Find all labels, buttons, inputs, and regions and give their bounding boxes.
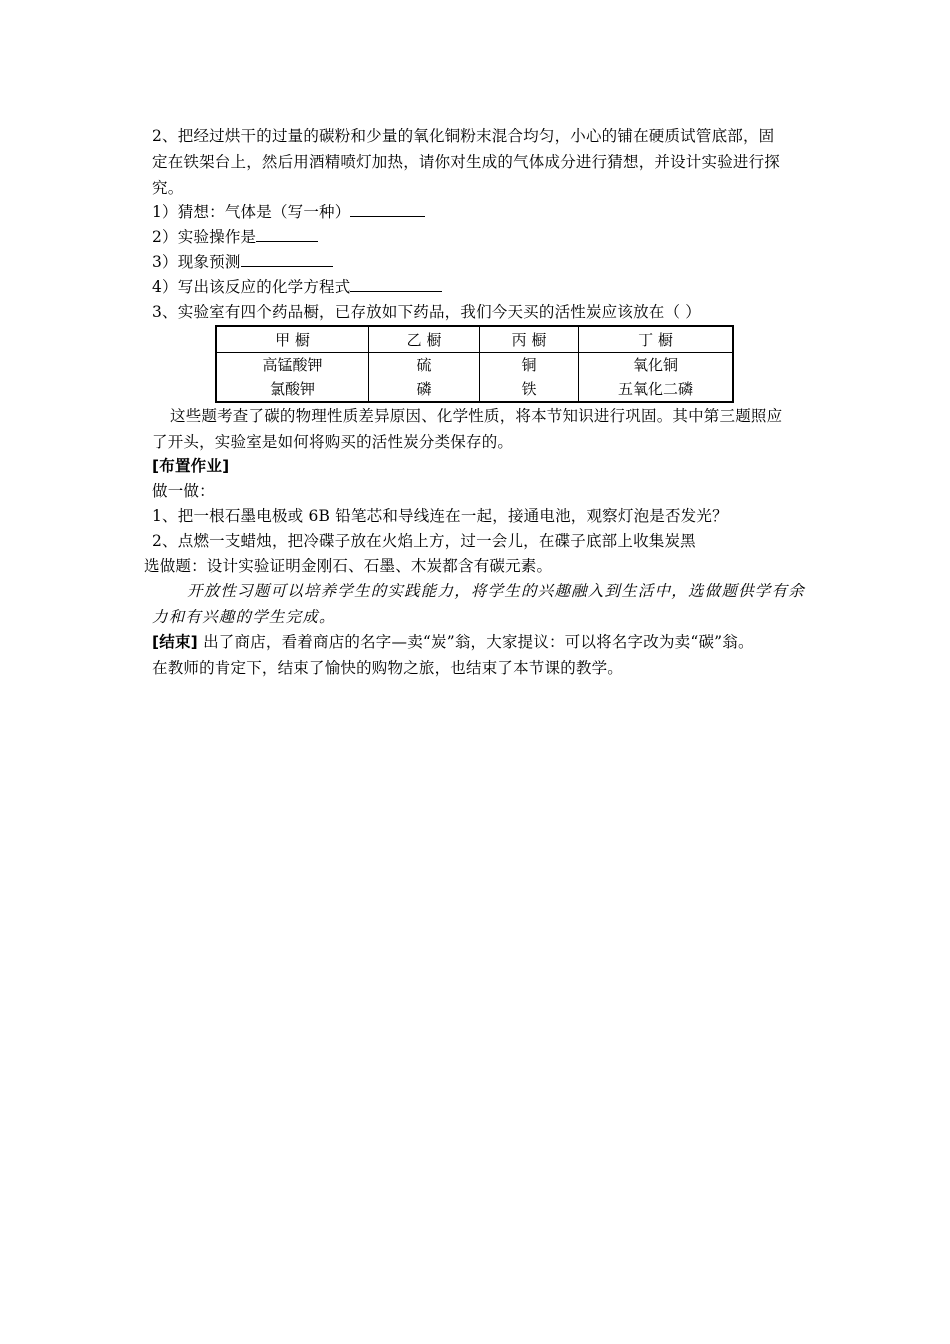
answer-blank[interactable] xyxy=(350,200,425,217)
q3-text: 3、实验室有四个药品橱，已存放如下药品，我们今天买的活性炭应该放在（ ） xyxy=(152,303,701,321)
homework-item1: 1、把一根石墨电极或 6B 铅笔芯和导线连在一起，接通电池，观察灯泡是否发光？ xyxy=(152,507,728,525)
ending-heading: [结束] xyxy=(152,633,198,651)
table-cell: 氯酸钾 xyxy=(216,377,369,402)
table-header-row xyxy=(216,326,733,353)
answer-blank[interactable] xyxy=(350,275,442,292)
table-cell: 氧化铜 xyxy=(579,353,734,378)
q2-sub4 xyxy=(152,275,442,299)
table-cell: 硫 xyxy=(369,353,480,378)
comment1-line1: 这些题考查了碳的物理性质差异原因、化学性质，将本节知识进行巩固。其中第三题照应 xyxy=(170,407,783,425)
homework-optional: 选做题：设计实验证明金刚石、石墨、木炭都含有碳元素。 xyxy=(144,557,553,575)
table-cell: 铜 xyxy=(480,353,579,378)
table-cell: 磷 xyxy=(369,377,480,402)
q2-line2: 定在铁架台上，然后用酒精喷灯加热，请你对生成的气体成分进行猜想，并设计实验进行探 xyxy=(152,153,781,171)
homework-item2: 2、点燃一支蜡烛，把冷碟子放在火焰上方，过一会儿，在碟子底部上收集炭黑 xyxy=(152,532,696,550)
q2-line3: 究。 xyxy=(152,179,184,197)
q2-sub4-text: 4）写出该反应的化学方程式 xyxy=(152,278,351,296)
q2-sub3-text: 3）现象预测 xyxy=(152,253,241,271)
table-cell: 高锰酸钾 xyxy=(216,353,369,378)
table-header-cell: 丁 橱 xyxy=(579,326,734,353)
homework-intro: 做一做： xyxy=(152,482,215,500)
ending-line2: 在教师的肯定下，结束了愉快的购物之旅，也结束了本节课的教学。 xyxy=(152,659,624,677)
table-header-cell: 甲 橱 xyxy=(216,326,369,353)
q2-sub2-text: 2）实验操作是 xyxy=(152,228,257,246)
comment1-line2: 了开头，实验室是如何将购买的活性炭分类保存的。 xyxy=(152,433,514,451)
ending-text: 出了商店，看着商店的名字—卖“炭”翁，大家提议：可以将名字改为卖“碳”翁。 xyxy=(203,633,754,651)
comment2-line1: 开放性习题可以培养学生的实践能力，将学生的兴趣融入到生活中，选做题供学有余 xyxy=(187,582,805,600)
table-header-cell: 乙 橱 xyxy=(369,326,480,353)
cabinet-table xyxy=(215,325,734,403)
q2-line1: 2、把经过烘干的过量的碳粉和少量的氧化铜粉末混合均匀，小心的铺在硬质试管底部，固 xyxy=(152,127,775,145)
comment2-line2: 力和有兴趣的学生完成。 xyxy=(152,608,336,626)
ending-line1 xyxy=(152,630,754,654)
table-row xyxy=(216,353,733,378)
answer-blank[interactable] xyxy=(256,225,318,242)
table-header-cell: 丙 橱 xyxy=(480,326,579,353)
q2-sub1-text: 1）猜想：气体是（写一种） xyxy=(152,203,351,221)
table-cell: 五氧化二磷 xyxy=(579,377,734,402)
q2-sub3 xyxy=(152,250,333,274)
table-cell: 铁 xyxy=(480,377,579,402)
q2-sub1 xyxy=(152,200,425,224)
table-row xyxy=(216,377,733,402)
homework-heading: [布置作业] xyxy=(152,457,230,475)
answer-blank[interactable] xyxy=(241,250,333,267)
q2-sub2 xyxy=(152,225,318,249)
